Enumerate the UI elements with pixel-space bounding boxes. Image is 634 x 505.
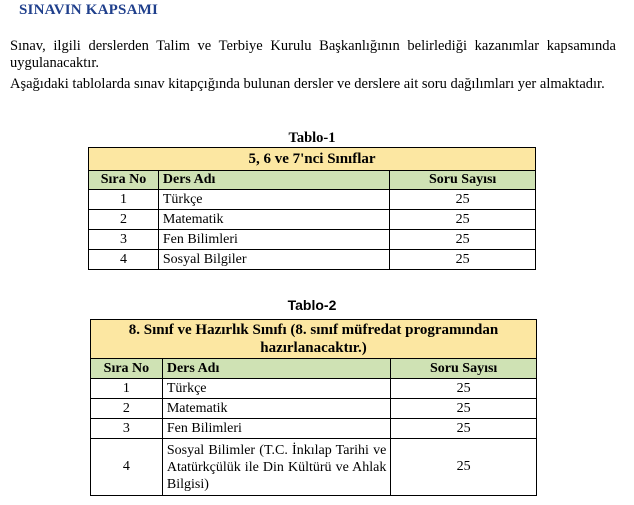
table-row — [91, 399, 537, 419]
section-heading: SINAVIN KAPSAMI — [19, 2, 158, 18]
table1-header-name: Ders Adı — [158, 171, 389, 190]
table1-header-no: Sıra No — [89, 171, 159, 190]
table1-caption: Tablo-1 — [288, 130, 336, 146]
subject-name: Matematik — [158, 210, 389, 230]
row-number: 2 — [91, 399, 163, 419]
table-row — [89, 230, 536, 250]
table2-title: 8. Sınıf ve Hazırlık Sınıfı (8. sınıf müfredat programından hazırlanacaktır.) — [91, 320, 537, 359]
subject-name: Türkçe — [162, 379, 390, 399]
table1-title: 5, 6 ve 7'nci Sınıflar — [89, 148, 536, 171]
table1-header-count: Soru Sayısı — [390, 171, 536, 190]
row-number: 1 — [89, 190, 159, 210]
subject-name: Türkçe — [158, 190, 389, 210]
table-2 — [90, 319, 537, 496]
subject-name: Matematik — [162, 399, 390, 419]
row-number: 1 — [91, 379, 163, 399]
question-count: 25 — [390, 190, 536, 210]
question-count: 25 — [391, 439, 537, 496]
table2-header-no: Sıra No — [91, 359, 163, 379]
question-count: 25 — [390, 230, 536, 250]
subject-name: Sosyal Bilimler (T.C. İnkılap Tarihi ve Atatürkçülük ile Din Kültürü ve Ahlak Bilgisi) — [162, 439, 390, 496]
table-row — [89, 190, 536, 210]
table2-header-name: Ders Adı — [162, 359, 390, 379]
subject-name: Sosyal Bilgiler — [158, 250, 389, 270]
question-count: 25 — [391, 419, 537, 439]
table2-caption: Tablo-2 — [287, 297, 337, 313]
question-count: 25 — [391, 399, 537, 419]
subject-name: Fen Bilimleri — [162, 419, 390, 439]
intro-paragraph-1: Sınav, ilgili derslerden Talim ve Terbiye Kurulu Başkanlığının belirlediği kazanımlar kapsamında uygulanacaktır. — [10, 38, 616, 71]
row-number: 4 — [91, 439, 163, 496]
subject-name: Fen Bilimleri — [158, 230, 389, 250]
row-number: 2 — [89, 210, 159, 230]
table-row — [89, 210, 536, 230]
table-row — [91, 379, 537, 399]
question-count: 25 — [390, 210, 536, 230]
table-row — [91, 419, 537, 439]
row-number: 3 — [89, 230, 159, 250]
table-row — [91, 439, 537, 496]
question-count: 25 — [390, 250, 536, 270]
row-number: 3 — [91, 419, 163, 439]
question-count: 25 — [391, 379, 537, 399]
table-1 — [88, 147, 536, 270]
row-number: 4 — [89, 250, 159, 270]
table2-header-count: Soru Sayısı — [391, 359, 537, 379]
table-row — [89, 250, 536, 270]
intro-paragraph-2: Aşağıdaki tablolarda sınav kitapçığında bulunan dersler ve derslere ait soru dağılımları yer almaktadır. — [10, 76, 605, 92]
